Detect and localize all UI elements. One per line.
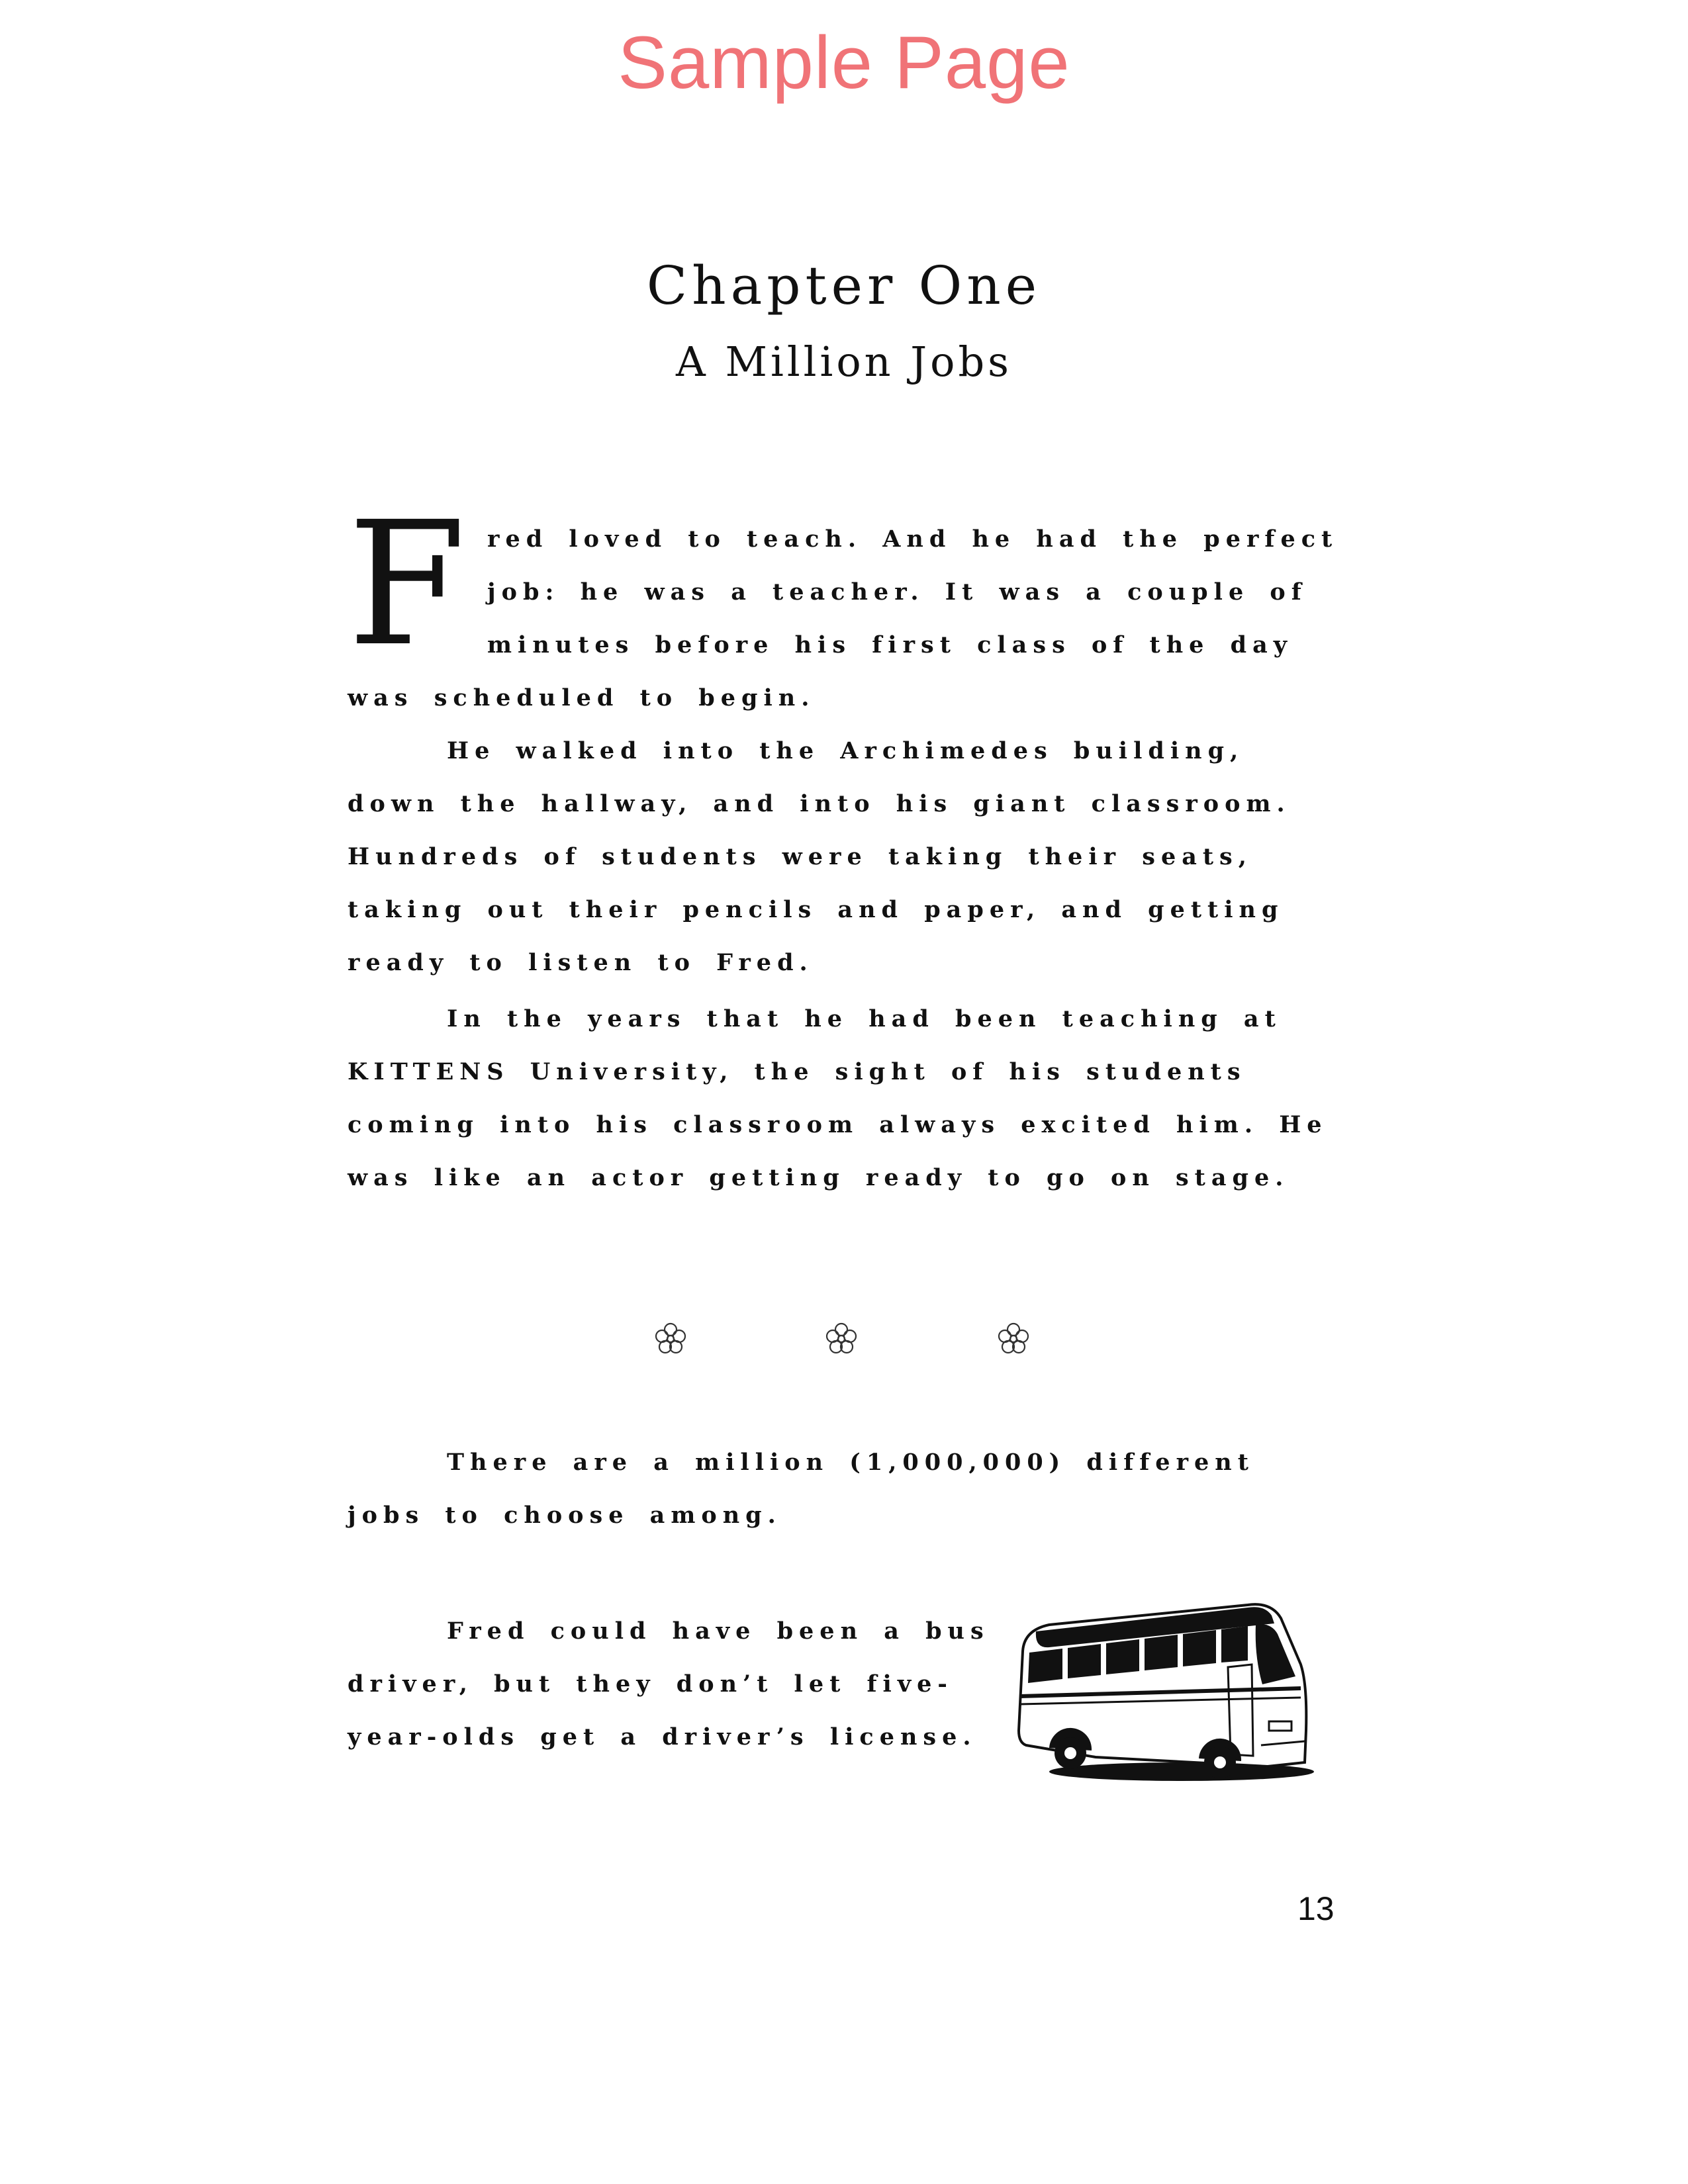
- paragraph-4: There are a million (1,000,000) different jobs to choose among.: [348, 1449, 1254, 1529]
- chapter-title: Chapter One: [646, 255, 1042, 316]
- sample-page-watermark: Sample Page: [618, 21, 1070, 104]
- paragraph-2: He walked into the Archimedes building, down the hallway, and into his giant classroom. Hundreds of students were taking their seats, taking out their pencils and paper, and getting ready to listen to Fred.: [348, 737, 1291, 976]
- paragraph-1-text: red loved to teach. And he had the perfect job: he was a teacher. It was a couple of minutes before his first class of the day was scheduled to begin.: [348, 525, 1338, 711]
- chapter-subtitle: A Million Jobs: [676, 338, 1012, 386]
- page-number: 13: [1297, 1890, 1335, 1927]
- drop-cap: F: [348, 485, 467, 684]
- section-break: [0, 1320, 1688, 1360]
- flower-ornament-icon: [995, 1320, 1032, 1357]
- paragraph-5: Fred could have been a bus driver, but they don’t let five-year-olds get a driver’s license.: [348, 1617, 990, 1751]
- bus-illustration: [1009, 1592, 1327, 1790]
- flower-ornament-icon: [823, 1320, 860, 1357]
- paragraph-1: [348, 485, 1344, 725]
- flower-ornament-icon: [652, 1320, 689, 1357]
- paragraph-3: In the years that he had been teaching at KITTENS University, the sight of his students coming into his classroom always excited him. He was like an actor getting ready to go on stage.: [348, 1005, 1328, 1191]
